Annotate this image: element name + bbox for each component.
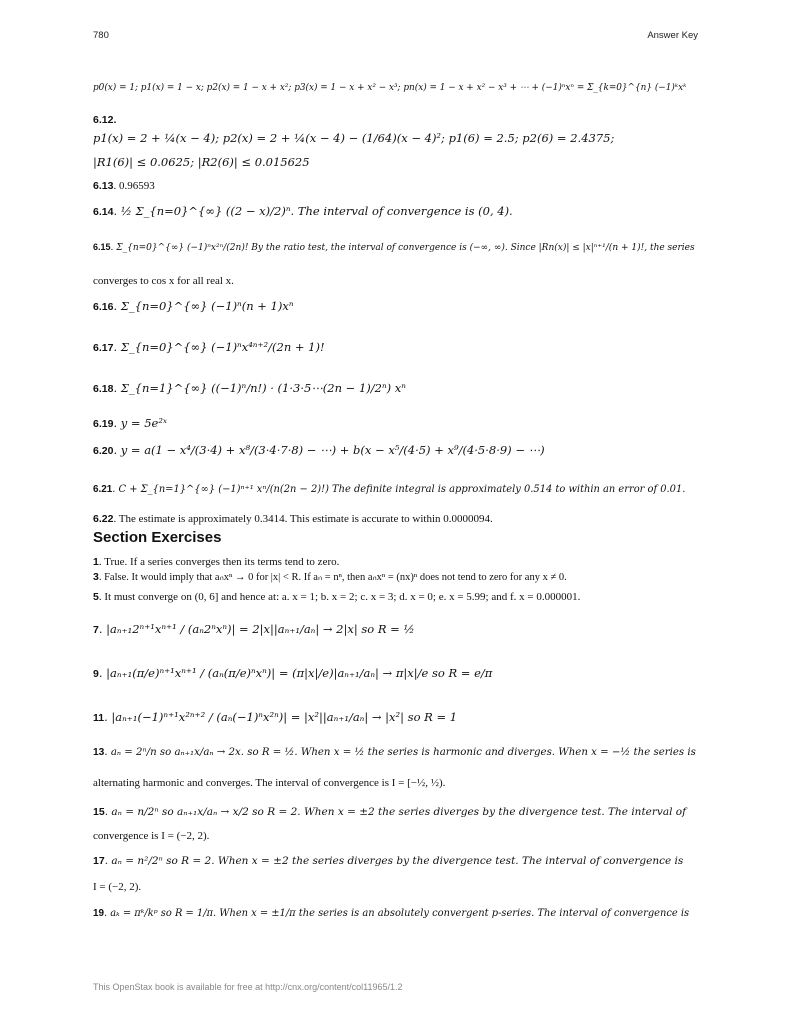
answer-6-12-line2: |R1(6)| ≤ 0.0625; |R2(6)| ≤ 0.015625 [93,155,310,169]
exercise-15-continuation: convergence is I = (−2, 2). [93,830,210,842]
answer-6-18: 6.18. Σ_{n=1}^{∞} ((−1)ⁿ/n!) · (1·3·5⋯(2n − 1)/2ⁿ) xⁿ [93,381,406,395]
exercise-13-continuation: alternating harmonic and converges. The interval of convergence is I = [−½, ½). [93,777,446,789]
answer-6-15: 6.15. Σ_{n=0}^{∞} (−1)ⁿx²ⁿ/(2n)! By the ratio test, the interval of convergence is (−∞, ∞). Since |Rn(x)| ≤ |x|ⁿ⁺¹/(n + 1)!, the series [93,242,695,253]
exercise-15: 15. aₙ = n/2ⁿ so aₙ₊₁x/aₙ → x/2 so R = 2. When x = ±2 the series diverges by the divergence test. The interval of [93,806,686,818]
answer-6-14: 6.14. ½ Σ_{n=0}^{∞} ((2 − x)/2)ⁿ. The interval of convergence is (0, 4). [93,204,513,218]
answer-number: 6.17 [93,342,114,354]
exercise-number: 15 [93,806,105,818]
answer-number: 6.13 [93,180,114,192]
answer-6-15-continuation: converges to cos x for all real x. [93,275,234,287]
section-title: Section Exercises [93,529,222,546]
polynomial-line: p0(x) = 1; p1(x) = 1 − x; p2(x) = 1 − x + x²; p3(x) = 1 − x + x² − x³; pn(x) = 1 − x + x² − x³ + ⋯ + (−1)ⁿxⁿ = Σ_{k=0}^{n} (−1)ᵏxᵏ [93,83,687,93]
answer-6-22: 6.22. The estimate is approximately 0.3414. This estimate is accurate to within 0.0000094. [93,513,493,525]
exercise-19: 19. aₖ = πᵏ/kᵖ so R = 1/π. When x = ±1/π the series is an absolutely convergent p-series. The interval of convergence is [93,908,690,919]
exercise-11: 11. |aₙ₊₁(−1)ⁿ⁺¹x²ⁿ⁺² / (aₙ(−1)ⁿx²ⁿ)| = |x²||aₙ₊₁/aₙ| → |x²| so R = 1 [93,710,458,724]
exercise-9: 9. |aₙ₊₁(π/e)ⁿ⁺¹xⁿ⁺¹ / (aₙ(π/e)ⁿxⁿ)| = (π|x|/e)|aₙ₊₁/aₙ| → π|x|/e so R = e/π [93,666,493,680]
answer-number: 6.22 [93,513,114,525]
answer-6-20: 6.20. y = a(1 − x⁴/(3·4) + x⁸/(3·4·7·8) − ⋯) + b(x − x⁵/(4·5) + x⁹/(4·5·8·9) − ⋯) [93,443,545,457]
exercise-number: 11 [93,712,105,724]
exercise-number: 7 [93,624,99,636]
exercise-5: 5. It must converge on (0, 6] and hence at: a. x = 1; b. x = 2; c. x = 3; d. x = 0; e. x = 5.99; and f. x = 0.000001. [93,591,581,603]
page-number: 780 [93,30,109,41]
answer-number: 6.12 [93,114,114,126]
answer-number: 6.16 [93,301,114,313]
answer-number: 6.20 [93,445,114,457]
exercise-number: 13 [93,747,105,758]
exercise-7: 7. |aₙ₊₁2ⁿ⁺¹xⁿ⁺¹ / (aₙ2ⁿxⁿ)| = 2|x||aₙ₊₁/aₙ| → 2|x| so R = ½ [93,622,415,636]
answer-number: 6.21 [93,484,113,495]
answer-6-16: 6.16. Σ_{n=0}^{∞} (−1)ⁿ(n + 1)xⁿ [93,299,294,313]
exercise-number: 5 [93,591,99,603]
answer-number: 6.14 [93,206,114,218]
running-header: Answer Key [647,30,698,41]
exercise-number: 1 [93,556,99,568]
exercise-17-continuation: I = (−2, 2). [93,881,142,893]
answer-6-21: 6.21. C + Σ_{n=1}^{∞} (−1)ⁿ⁺¹ xⁿ/(n(2n − 2)!) The definite integral is approximately 0.514 to within an error of 0.01. [93,484,686,495]
exercise-3: 3. False. It would imply that aₙxⁿ → 0 for |x| < R. If aₙ = nⁿ, then aₙxⁿ = (nx)ⁿ does not tend to zero for any x ≠ 0. [93,571,567,583]
exercise-number: 19 [93,908,104,919]
exercise-17: 17. aₙ = n²/2ⁿ so R = 2. When x = ±2 the series diverges by the divergence test. The interval of convergence is [93,855,684,867]
exercise-number: 3 [93,571,99,583]
answer-6-12: 6.12. [93,114,117,126]
exercise-1: 1. True. If a series converges then its terms tend to zero. [93,556,340,568]
answer-6-12-line1: p1(x) = 2 + ¼(x − 4); p2(x) = 2 + ¼(x − 4) − (1/64)(x − 4)²; p1(6) = 2.5; p2(6) = 2.4375; [93,131,615,145]
exercise-13: 13. aₙ = 2ⁿ/n so aₙ₊₁x/aₙ → 2x. so R = ½. When x = ½ the series is harmonic and diverges. When x = −½ the series is [93,747,696,758]
answer-6-13: 6.13. 0.96593 [93,180,155,192]
answer-number: 6.19 [93,418,114,430]
exercise-number: 17 [93,855,105,867]
exercise-number: 9 [93,668,99,680]
answer-6-17: 6.17. Σ_{n=0}^{∞} (−1)ⁿx⁴ⁿ⁺²/(2n + 1)! [93,340,325,354]
answer-number: 6.15 [93,242,111,252]
page-footer: This OpenStax book is available for free at http://cnx.org/content/col11965/1.2 [93,982,403,992]
answer-6-19: 6.19. y = 5e²ˣ [93,416,168,430]
answer-number: 6.18 [93,383,114,395]
